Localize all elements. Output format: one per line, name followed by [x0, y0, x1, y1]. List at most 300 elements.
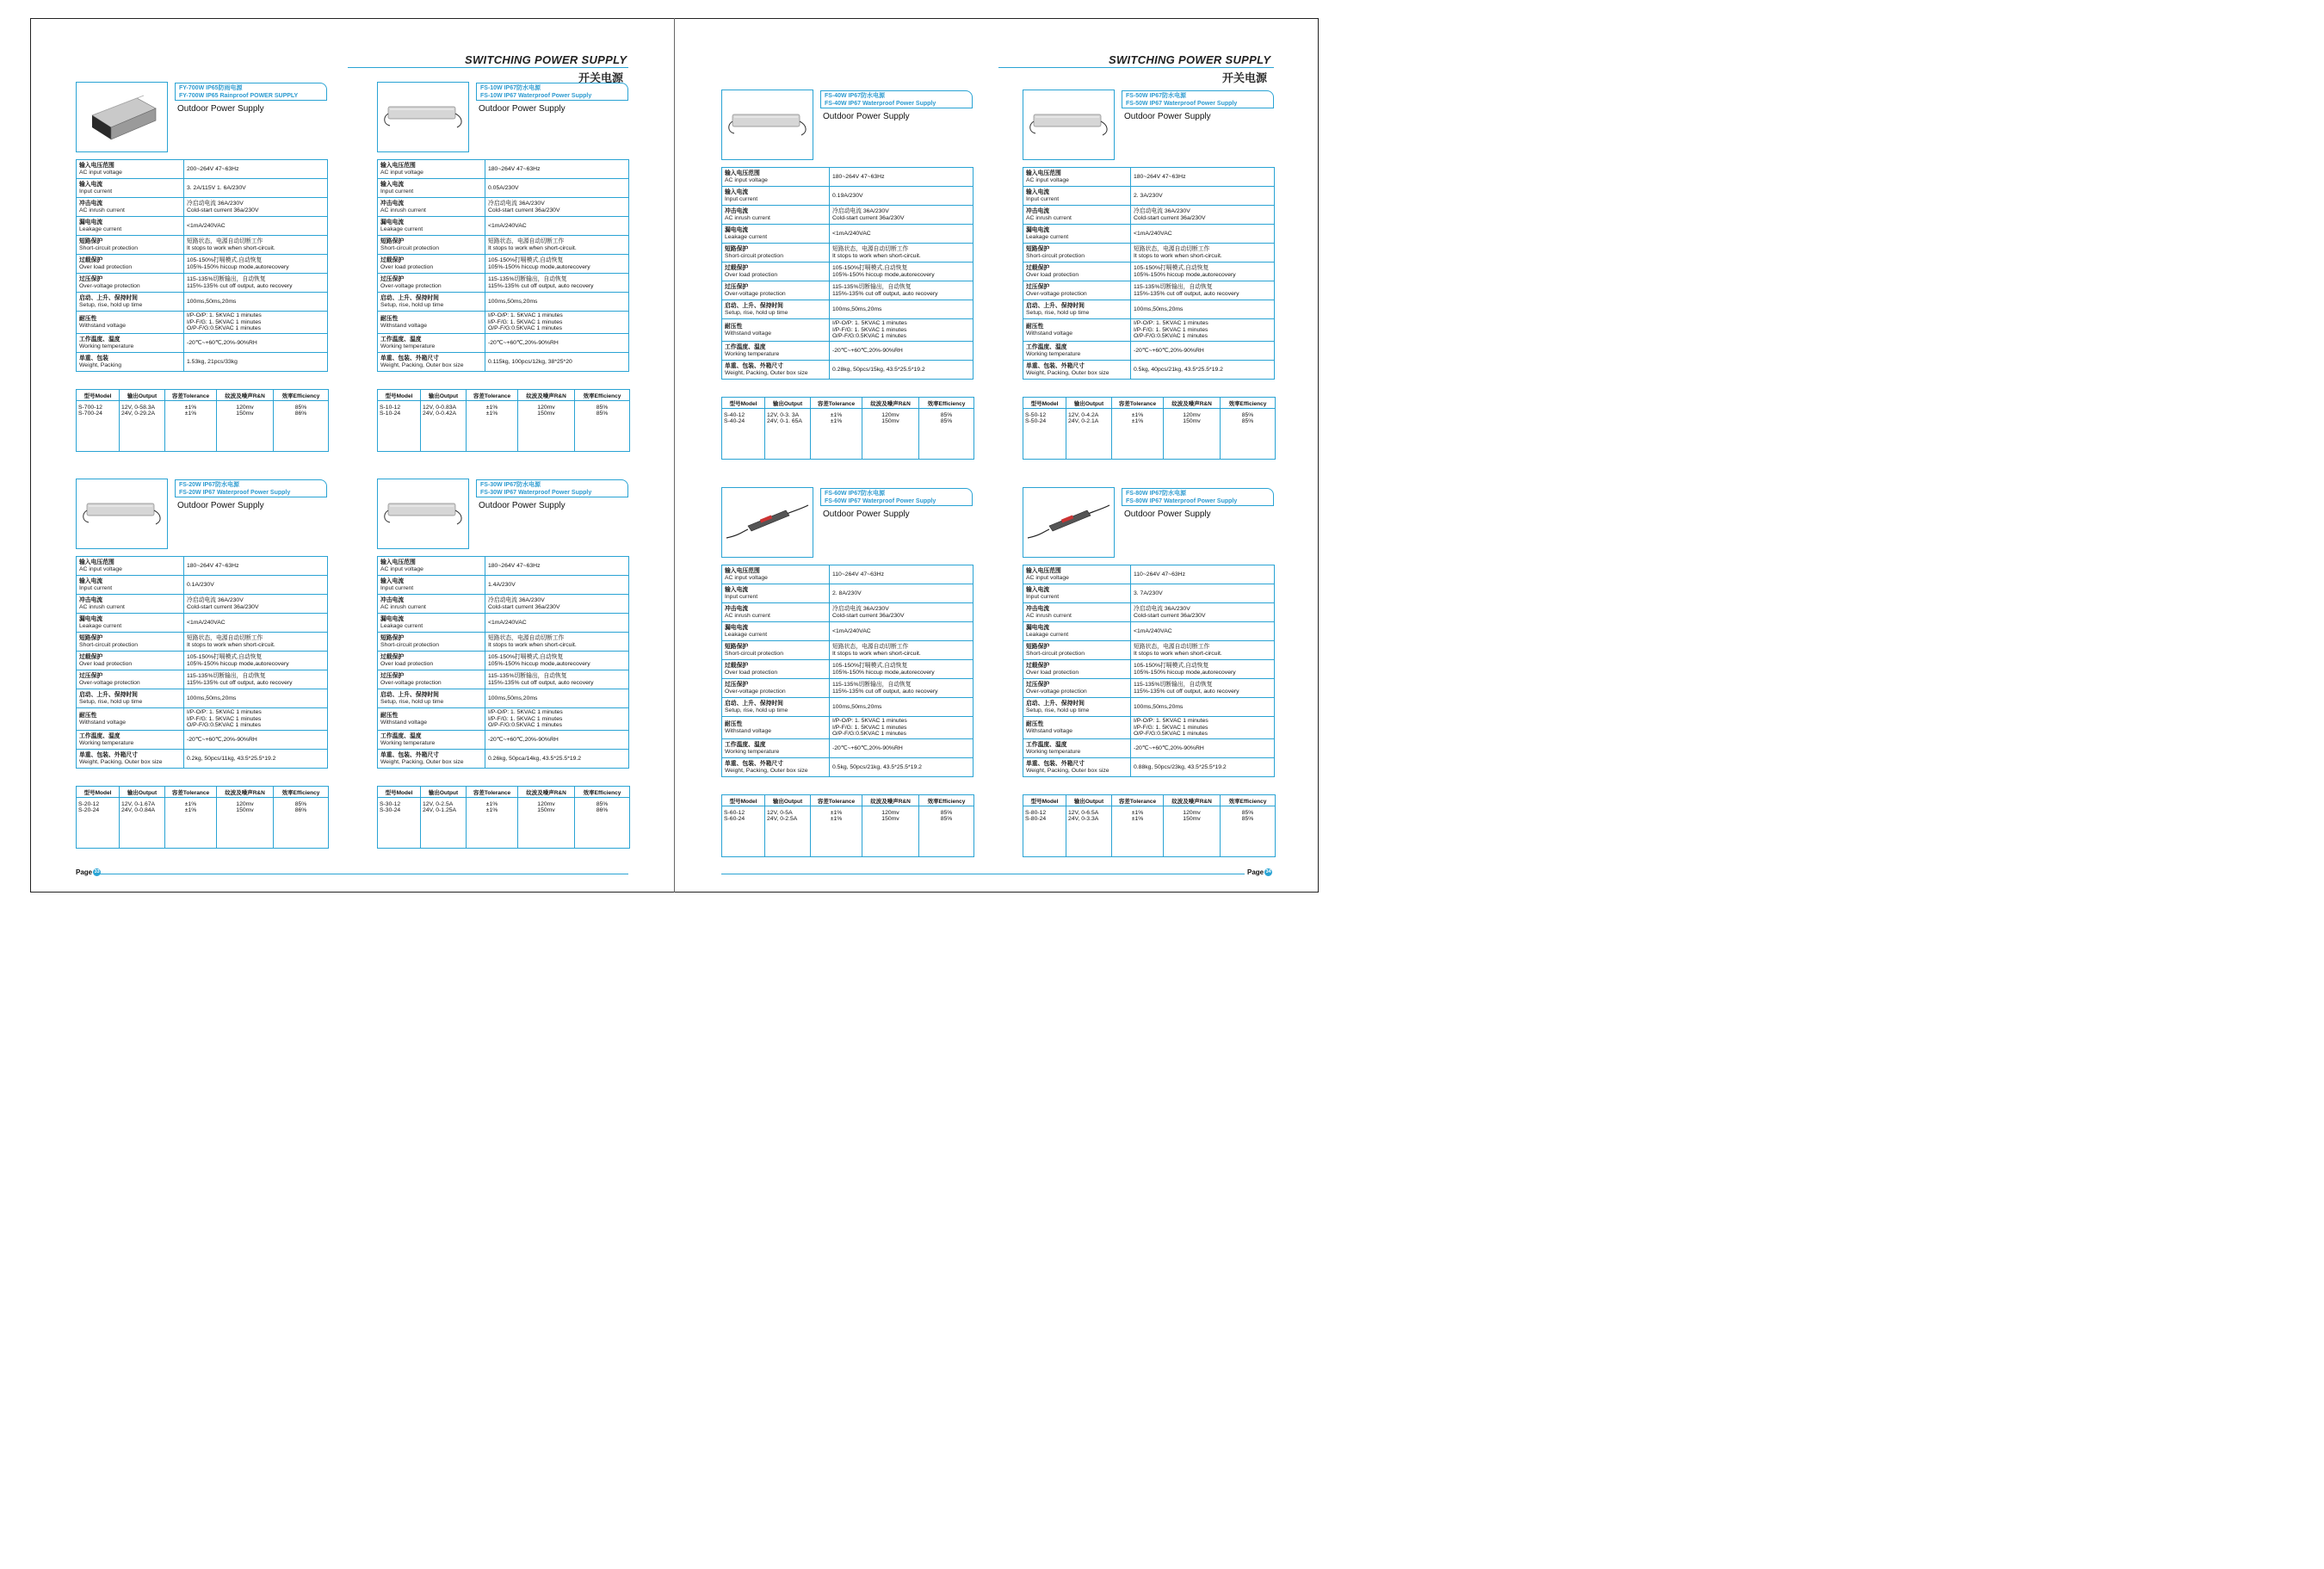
spec-label-en: Weight, Packing, Outer box size — [380, 361, 464, 368]
rainproof-power-supply-image — [77, 83, 167, 151]
spec-label-en: AC inrush current — [725, 214, 770, 221]
spec-value: 100ms,50ms,20ms — [830, 698, 973, 717]
spec-row — [1023, 300, 1275, 319]
spec-row — [722, 319, 973, 342]
spec-value: 0.05A/230V — [485, 179, 629, 198]
spec-value: 100ms,50ms,20ms — [184, 293, 328, 312]
slim-power-supply-image — [722, 90, 813, 159]
spec-value: 105-150%打嗝模式,自动恢复 105%-150% hiccup mode,autorecovery — [1131, 660, 1275, 679]
spec-label — [77, 614, 184, 633]
spec-label-zh: 输入电流 — [725, 586, 749, 593]
spec-label-zh: 工作温度、温度 — [380, 336, 422, 343]
spec-value: I/P-O/P: 1. 5KVAC 1 minutes I/P-F/G: 1. 5KVAC 1 minutes O/P-F/G:0.5KVAC 1 minutes — [184, 312, 328, 334]
spec-row — [77, 160, 328, 179]
spec-label-zh: 输入电压范围 — [79, 559, 114, 565]
product-photo — [76, 479, 168, 549]
spec-label — [722, 281, 830, 300]
spec-row — [722, 300, 973, 319]
product-photo — [721, 487, 813, 558]
spec-label — [1023, 281, 1131, 300]
model-table-header — [722, 398, 974, 409]
spec-value: 冷启动电流 36A/230V Cold-start current 36a/230V — [485, 198, 629, 217]
spec-label — [77, 334, 184, 353]
model-tag — [476, 83, 628, 101]
spec-label-zh: 过载保护 — [79, 256, 103, 263]
cable-power-supply-image — [1023, 488, 1114, 557]
spec-value: 180~264V 47~63Hz — [184, 557, 328, 576]
spec-value: I/P-O/P: 1. 5KVAC 1 minutes I/P-F/G: 1. 5KVAC 1 minutes O/P-F/G:0.5KVAC 1 minutes — [184, 708, 328, 731]
model-outputs: 12V, 0-58.3A 24V, 0-29.2A — [120, 401, 165, 452]
spec-label — [1023, 603, 1131, 622]
spec-label-en: Leakage current — [79, 622, 122, 629]
spec-row — [722, 225, 973, 244]
product-subtitle: Outdoor Power Supply — [823, 112, 910, 121]
spec-label-en: Weight, Packing, Outer box size — [79, 758, 163, 765]
product-photo — [76, 82, 168, 152]
spec-label-en: Over load protection — [1026, 669, 1079, 676]
model-codes: S-20-12 S-20-24 — [77, 798, 120, 849]
spec-row — [722, 342, 973, 361]
spec-label-en: Input current — [380, 584, 414, 591]
spec-label-en: Short-circuit protection — [725, 252, 783, 259]
model-tag — [820, 90, 973, 108]
col-output: 输出Output — [120, 390, 165, 401]
spec-value: 0.19A/230V — [830, 187, 973, 206]
spec-label-zh: 输入电压范围 — [725, 170, 760, 176]
spec-label-en: Setup, rise, hold up time — [725, 309, 788, 316]
spec-row — [1023, 187, 1275, 206]
spec-label-en: Input current — [1026, 593, 1060, 600]
spec-label — [722, 168, 830, 187]
spec-row — [378, 274, 629, 293]
col-tolerance: 容差Tolerance — [1112, 795, 1164, 806]
spec-value: <1mA/240VAC — [184, 217, 328, 236]
spec-label-zh: 过压保护 — [380, 275, 405, 282]
model-tag-en: FS-30W IP67 Waterproof Power Supply — [480, 490, 592, 496]
model-outputs: 12V, 0-3. 3A 24V, 0-1. 65A — [765, 409, 811, 460]
spec-row — [378, 293, 629, 312]
spec-label — [378, 160, 485, 179]
spec-value: 115-135%切断输出，自动恢复 115%-135% cut off output, auto recovery — [184, 670, 328, 689]
spec-row — [1023, 622, 1275, 641]
model-table-row — [378, 401, 630, 452]
spec-value: 冷启动电流 36A/230V Cold-start current 36a/230V — [1131, 206, 1275, 225]
spec-label-en: AC input voltage — [1026, 574, 1069, 581]
spec-row — [722, 717, 973, 739]
spec-label — [1023, 263, 1131, 281]
spec-label-zh: 输入电压范围 — [380, 162, 416, 169]
spec-value: 115-135%切断输出，自动恢复 115%-135% cut off output, auto recovery — [830, 679, 973, 698]
spec-label-en: Short-circuit protection — [1026, 650, 1085, 657]
product-photo — [1023, 90, 1115, 160]
spec-label-zh: 过压保护 — [79, 275, 103, 282]
spec-row — [77, 236, 328, 255]
spec-value: 短路状态，电源自动切断工作 It stops to work when short-circuit. — [184, 236, 328, 255]
spec-label-en: Short-circuit protection — [380, 641, 439, 648]
spec-label-zh: 过载保护 — [380, 256, 405, 263]
spec-row — [1023, 698, 1275, 717]
spec-label-zh: 冲击电流 — [1026, 605, 1050, 612]
spec-row — [378, 334, 629, 353]
model-codes: S-30-12 S-30-24 — [378, 798, 421, 849]
model-table — [1023, 794, 1276, 857]
product-card — [721, 487, 973, 864]
spec-label-en: Leakage current — [1026, 233, 1069, 240]
col-ripple-noise: 纹波及噪声R&N — [217, 390, 274, 401]
spec-label-zh: 冲击电流 — [380, 596, 405, 603]
spec-value: I/P-O/P: 1. 5KVAC 1 minutes I/P-F/G: 1. 5KVAC 1 minutes O/P-F/G:0.5KVAC 1 minutes — [485, 708, 629, 731]
spec-value: 115-135%切断输出，自动恢复 115%-135% cut off output, auto recovery — [1131, 281, 1275, 300]
spec-label — [77, 731, 184, 750]
header-rule — [348, 67, 628, 68]
spec-label-zh: 启动、上升、保持时间 — [1026, 302, 1085, 309]
spec-label-zh: 过压保护 — [1026, 283, 1050, 290]
model-codes: S-40-12 S-40-24 — [722, 409, 765, 460]
spec-label-en: Over-voltage protection — [1026, 688, 1087, 695]
spec-label-en: Setup, rise, hold up time — [79, 301, 143, 308]
spec-value: 180~264V 47~63Hz — [485, 160, 629, 179]
spec-label-zh: 工作温度、温度 — [725, 343, 766, 350]
page-fold — [674, 18, 675, 893]
slim-power-supply-image — [77, 479, 167, 548]
spec-label-zh: 过压保护 — [79, 672, 103, 679]
spec-row — [1023, 342, 1275, 361]
spec-row — [77, 557, 328, 576]
spec-value: 1.4A/230V — [485, 576, 629, 595]
model-tag-en: FS-80W IP67 Waterproof Power Supply — [1126, 498, 1238, 504]
spec-table — [377, 556, 629, 769]
spec-label-en: Short-circuit protection — [79, 641, 138, 648]
spec-label — [1023, 660, 1131, 679]
spec-label-en: Input current — [79, 188, 113, 195]
spec-label-zh: 漏电电流 — [725, 226, 749, 233]
col-output: 输出Output — [421, 787, 467, 798]
spec-label-en: Over-voltage protection — [79, 282, 140, 289]
col-efficiency: 效率Efficiency — [274, 390, 329, 401]
spec-row — [1023, 739, 1275, 758]
spec-label — [378, 614, 485, 633]
spec-label — [722, 565, 830, 584]
spec-value: 105-150%打嗝模式,自动恢复 105%-150% hiccup mode,autorecovery — [485, 652, 629, 670]
spec-label — [378, 334, 485, 353]
spec-label — [77, 670, 184, 689]
spec-label-en: Short-circuit protection — [79, 244, 138, 251]
spec-value: 115-135%切断输出，自动恢复 115%-135% cut off output, auto recovery — [830, 281, 973, 300]
spec-label-en: Over-voltage protection — [380, 282, 442, 289]
spec-value: 短路状态，电源自动切断工作 It stops to work when short-circuit. — [485, 236, 629, 255]
spec-row — [378, 731, 629, 750]
spec-value: 105-150%打嗝模式,自动恢复 105%-150% hiccup mode,autorecovery — [1131, 263, 1275, 281]
header-title-en: SWITCHING POWER SUPPLY — [465, 53, 627, 66]
spec-label-zh: 漏电电流 — [380, 615, 405, 622]
model-outputs: 12V, 0-0.83A 24V, 0-0.42A — [421, 401, 467, 452]
spec-label — [1023, 342, 1131, 361]
spec-label — [378, 312, 485, 334]
product-card — [1023, 487, 1275, 864]
spec-value: <1mA/240VAC — [830, 622, 973, 641]
spec-value: I/P-O/P: 1. 5KVAC 1 minutes I/P-F/G: 1. 5KVAC 1 minutes O/P-F/G:0.5KVAC 1 minutes — [1131, 319, 1275, 342]
product-photo — [721, 90, 813, 160]
col-efficiency: 效率Efficiency — [575, 787, 630, 798]
spec-table — [1023, 565, 1275, 777]
spec-row — [1023, 281, 1275, 300]
spec-label — [1023, 622, 1131, 641]
spec-row — [378, 576, 629, 595]
spec-label — [1023, 679, 1131, 698]
spec-label — [77, 217, 184, 236]
model-codes: S-10-12 S-10-24 — [378, 401, 421, 452]
spec-label — [77, 179, 184, 198]
product-subtitle: Outdoor Power Supply — [177, 501, 264, 510]
model-tag-en: FS-60W IP67 Waterproof Power Supply — [825, 498, 936, 504]
spec-label-en: Leakage current — [380, 225, 423, 232]
model-table-row — [722, 806, 974, 857]
model-ripple-noise: 120mv 150mv — [862, 409, 919, 460]
spec-value: -20℃~+60℃,20%-90%RH — [184, 334, 328, 353]
model-tag-zh: FY-700W IP65防雨电源 — [179, 85, 243, 91]
spec-label-zh: 输入电流 — [79, 181, 103, 188]
model-tag — [175, 479, 327, 497]
spec-label-zh: 输入电流 — [380, 578, 405, 584]
spec-label-en: Setup, rise, hold up time — [1026, 309, 1090, 316]
spec-row — [77, 312, 328, 334]
spec-value: I/P-O/P: 1. 5KVAC 1 minutes I/P-F/G: 1. 5KVAC 1 minutes O/P-F/G:0.5KVAC 1 minutes — [830, 717, 973, 739]
model-efficiency: 85% 85% — [1221, 806, 1276, 857]
spec-row — [722, 565, 973, 584]
spec-label — [378, 576, 485, 595]
spec-value: 180~264V 47~63Hz — [830, 168, 973, 187]
spec-value: 3. 2A/115V 1. 6A/230V — [184, 179, 328, 198]
spec-label — [378, 217, 485, 236]
spec-label — [378, 652, 485, 670]
spec-value: 115-135%切断输出，自动恢复 115%-135% cut off output, auto recovery — [485, 670, 629, 689]
spec-label-zh: 输入电压范围 — [725, 567, 760, 574]
spec-row — [1023, 584, 1275, 603]
page-label: Page — [1247, 868, 1264, 876]
col-ripple-noise: 纹波及噪声R&N — [862, 398, 919, 409]
col-efficiency: 效率Efficiency — [274, 787, 329, 798]
spec-value: 115-135%切断输出，自动恢复 115%-135% cut off output, auto recovery — [1131, 679, 1275, 698]
spec-label-en: Input current — [725, 593, 758, 600]
spec-value: 冷启动电流 36A/230V Cold-start current 36a/230V — [184, 595, 328, 614]
spec-label-zh: 工作温度、温度 — [380, 732, 422, 739]
spec-label-zh: 耐压性 — [1026, 720, 1044, 727]
spec-label-en: AC inrush current — [380, 603, 426, 610]
spec-row — [378, 353, 629, 372]
spec-label-en: Over-voltage protection — [380, 679, 442, 686]
col-ripple-noise: 纹波及噪声R&N — [217, 787, 274, 798]
spec-row — [1023, 361, 1275, 380]
spec-row — [722, 622, 973, 641]
spec-label-en: AC input voltage — [725, 574, 768, 581]
spec-label-zh: 输入电压范围 — [380, 559, 416, 565]
spec-label-en: Working temperature — [725, 748, 780, 755]
spec-label-en: Leakage current — [725, 631, 768, 638]
page-number-badge: 34 — [1265, 869, 1271, 874]
model-table — [721, 397, 974, 460]
col-output: 输出Output — [1066, 398, 1112, 409]
spec-label-zh: 冲击电流 — [79, 596, 103, 603]
col-tolerance: 容差Tolerance — [165, 390, 217, 401]
spec-value: 冷启动电流 36A/230V Cold-start current 36a/230V — [830, 603, 973, 622]
model-tolerance: ±1% ±1% — [165, 798, 217, 849]
spec-value: 短路状态，电源自动切断工作 It stops to work when short-circuit. — [830, 641, 973, 660]
spec-value: 105-150%打嗝模式,自动恢复 105%-150% hiccup mode,autorecovery — [184, 652, 328, 670]
spec-value: 180~264V 47~63Hz — [485, 557, 629, 576]
model-table-header — [378, 390, 630, 401]
spec-row — [1023, 603, 1275, 622]
spec-label — [77, 576, 184, 595]
spec-label-en: Over load protection — [79, 660, 133, 667]
spec-table — [721, 565, 973, 777]
spec-label — [378, 236, 485, 255]
product-card — [1023, 90, 1275, 466]
spec-row — [77, 689, 328, 708]
spec-row — [378, 198, 629, 217]
spec-label-zh: 短路保护 — [1026, 245, 1050, 252]
spec-label-en: Over load protection — [380, 263, 434, 270]
left-page-number — [76, 868, 101, 876]
model-efficiency: 85% 85% — [919, 806, 974, 857]
col-model: 型号Model — [77, 787, 120, 798]
spec-row — [77, 198, 328, 217]
spec-value: 0.28kg, 50pcs/15kg, 43.5*25.5*19.2 — [830, 361, 973, 380]
spec-label-en: AC inrush current — [1026, 214, 1072, 221]
spec-row — [378, 708, 629, 731]
spec-label-en: Withstand voltage — [380, 719, 428, 726]
spec-label — [77, 198, 184, 217]
spec-label — [722, 342, 830, 361]
spec-table — [1023, 167, 1275, 380]
spec-label — [378, 557, 485, 576]
col-tolerance: 容差Tolerance — [811, 795, 862, 806]
spec-value: 2. 3A/230V — [1131, 187, 1275, 206]
spec-label — [378, 708, 485, 731]
spec-label-en: Over-voltage protection — [725, 688, 786, 695]
col-model: 型号Model — [378, 787, 421, 798]
model-ripple-noise: 120mv 150mv — [518, 401, 575, 452]
model-outputs: 12V, 0-6.5A 24V, 0-3.3A — [1066, 806, 1112, 857]
spec-row — [722, 281, 973, 300]
spec-label-zh: 冲击电流 — [725, 605, 749, 612]
spec-label-zh: 输入电流 — [1026, 188, 1050, 195]
spec-label — [722, 641, 830, 660]
col-efficiency: 效率Efficiency — [1221, 795, 1276, 806]
col-model: 型号Model — [1023, 795, 1066, 806]
spec-label — [722, 717, 830, 739]
col-model: 型号Model — [722, 398, 765, 409]
spec-label-en: AC inrush current — [725, 612, 770, 619]
spec-label — [77, 750, 184, 769]
model-table-header — [722, 795, 974, 806]
spec-label-en: Working temperature — [79, 343, 134, 349]
spec-row — [378, 652, 629, 670]
spec-value: 110~264V 47~63Hz — [1131, 565, 1275, 584]
col-output: 输出Output — [765, 398, 811, 409]
model-efficiency: 85% 85% — [1221, 409, 1276, 460]
spec-label-en: Over load protection — [725, 669, 778, 676]
spec-label — [722, 225, 830, 244]
spec-label-zh: 输入电流 — [1026, 586, 1050, 593]
spec-value: 0.5kg, 40pcs/21kg, 43.5*25.5*19.2 — [1131, 361, 1275, 380]
spec-label — [1023, 361, 1131, 380]
product-card — [76, 82, 328, 459]
spec-label-en: Setup, rise, hold up time — [1026, 707, 1090, 713]
product-subtitle: Outdoor Power Supply — [479, 104, 566, 114]
spec-row — [77, 750, 328, 769]
spec-value: 冷启动电流 36A/230V Cold-start current 36a/230V — [485, 595, 629, 614]
model-tag-en: FY-700W IP65 Rainproof POWER SUPPLY — [179, 93, 299, 99]
spec-row — [77, 217, 328, 236]
model-table-row — [77, 401, 329, 452]
spec-value: -20℃~+60℃,20%-90%RH — [1131, 342, 1275, 361]
model-tag — [476, 479, 628, 497]
model-codes: S-50-12 S-50-24 — [1023, 409, 1066, 460]
model-tag-zh: FS-30W IP67防水电源 — [480, 482, 541, 488]
spec-label-zh: 工作温度、温度 — [79, 336, 121, 343]
spec-label-zh: 耐压性 — [380, 712, 399, 719]
spec-value: 0.2kg, 50pcs/11kg, 43.5*25.5*19.2 — [184, 750, 328, 769]
spec-label-en: Weight, Packing — [79, 361, 121, 368]
spec-value: 3. 7A/230V — [1131, 584, 1275, 603]
spec-label-en: Weight, Packing, Outer box size — [1026, 369, 1109, 376]
model-outputs: 12V, 0-4.2A 24V, 0-2.1A — [1066, 409, 1112, 460]
spec-value: 短路状态，电源自动切断工作 It stops to work when short-circuit. — [184, 633, 328, 652]
model-table — [76, 786, 329, 849]
spec-label-zh: 输入电流 — [79, 578, 103, 584]
spec-label-zh: 单重、包装、外箱尺寸 — [1026, 362, 1085, 369]
spec-label-en: Over load protection — [79, 263, 133, 270]
spec-value: 100ms,50ms,20ms — [830, 300, 973, 319]
spec-label-zh: 过载保护 — [380, 653, 405, 660]
spec-label — [1023, 565, 1131, 584]
spec-label-zh: 输入电流 — [380, 181, 405, 188]
spec-value: 冷启动电流 36A/230V Cold-start current 36a/230V — [184, 198, 328, 217]
product-subtitle: Outdoor Power Supply — [177, 104, 264, 114]
spec-label — [1023, 698, 1131, 717]
header-rule — [998, 67, 1274, 68]
spec-value: -20℃~+60℃,20%-90%RH — [830, 739, 973, 758]
spec-row — [1023, 263, 1275, 281]
spec-label — [378, 293, 485, 312]
col-efficiency: 效率Efficiency — [919, 795, 974, 806]
model-tolerance: ±1% ±1% — [811, 806, 862, 857]
spec-row — [722, 361, 973, 380]
model-tag-zh: FS-40W IP67防水电源 — [825, 93, 886, 99]
spec-label-en: Leakage current — [79, 225, 122, 232]
col-output: 输出Output — [1066, 795, 1112, 806]
spec-row — [722, 263, 973, 281]
model-outputs: 12V, 0-2.5A 24V, 0-1.25A — [421, 798, 467, 849]
spec-label-zh: 短路保护 — [380, 634, 405, 641]
spec-row — [1023, 660, 1275, 679]
spec-value: <1mA/240VAC — [485, 217, 629, 236]
spec-value: 105-150%打嗝模式,自动恢复 105%-150% hiccup mode,autorecovery — [184, 255, 328, 274]
spec-row — [1023, 168, 1275, 187]
col-ripple-noise: 纹波及噪声R&N — [518, 390, 575, 401]
spec-value: <1mA/240VAC — [184, 614, 328, 633]
spec-label — [1023, 300, 1131, 319]
spec-label — [1023, 168, 1131, 187]
col-output: 输出Output — [421, 390, 467, 401]
spec-label-en: Withstand voltage — [79, 719, 127, 726]
spec-label-zh: 冲击电流 — [79, 200, 103, 207]
model-codes: S-80-12 S-80-24 — [1023, 806, 1066, 857]
spec-label — [1023, 717, 1131, 739]
col-efficiency: 效率Efficiency — [1221, 398, 1276, 409]
page-label: Page — [76, 868, 93, 876]
spec-label — [1023, 206, 1131, 225]
